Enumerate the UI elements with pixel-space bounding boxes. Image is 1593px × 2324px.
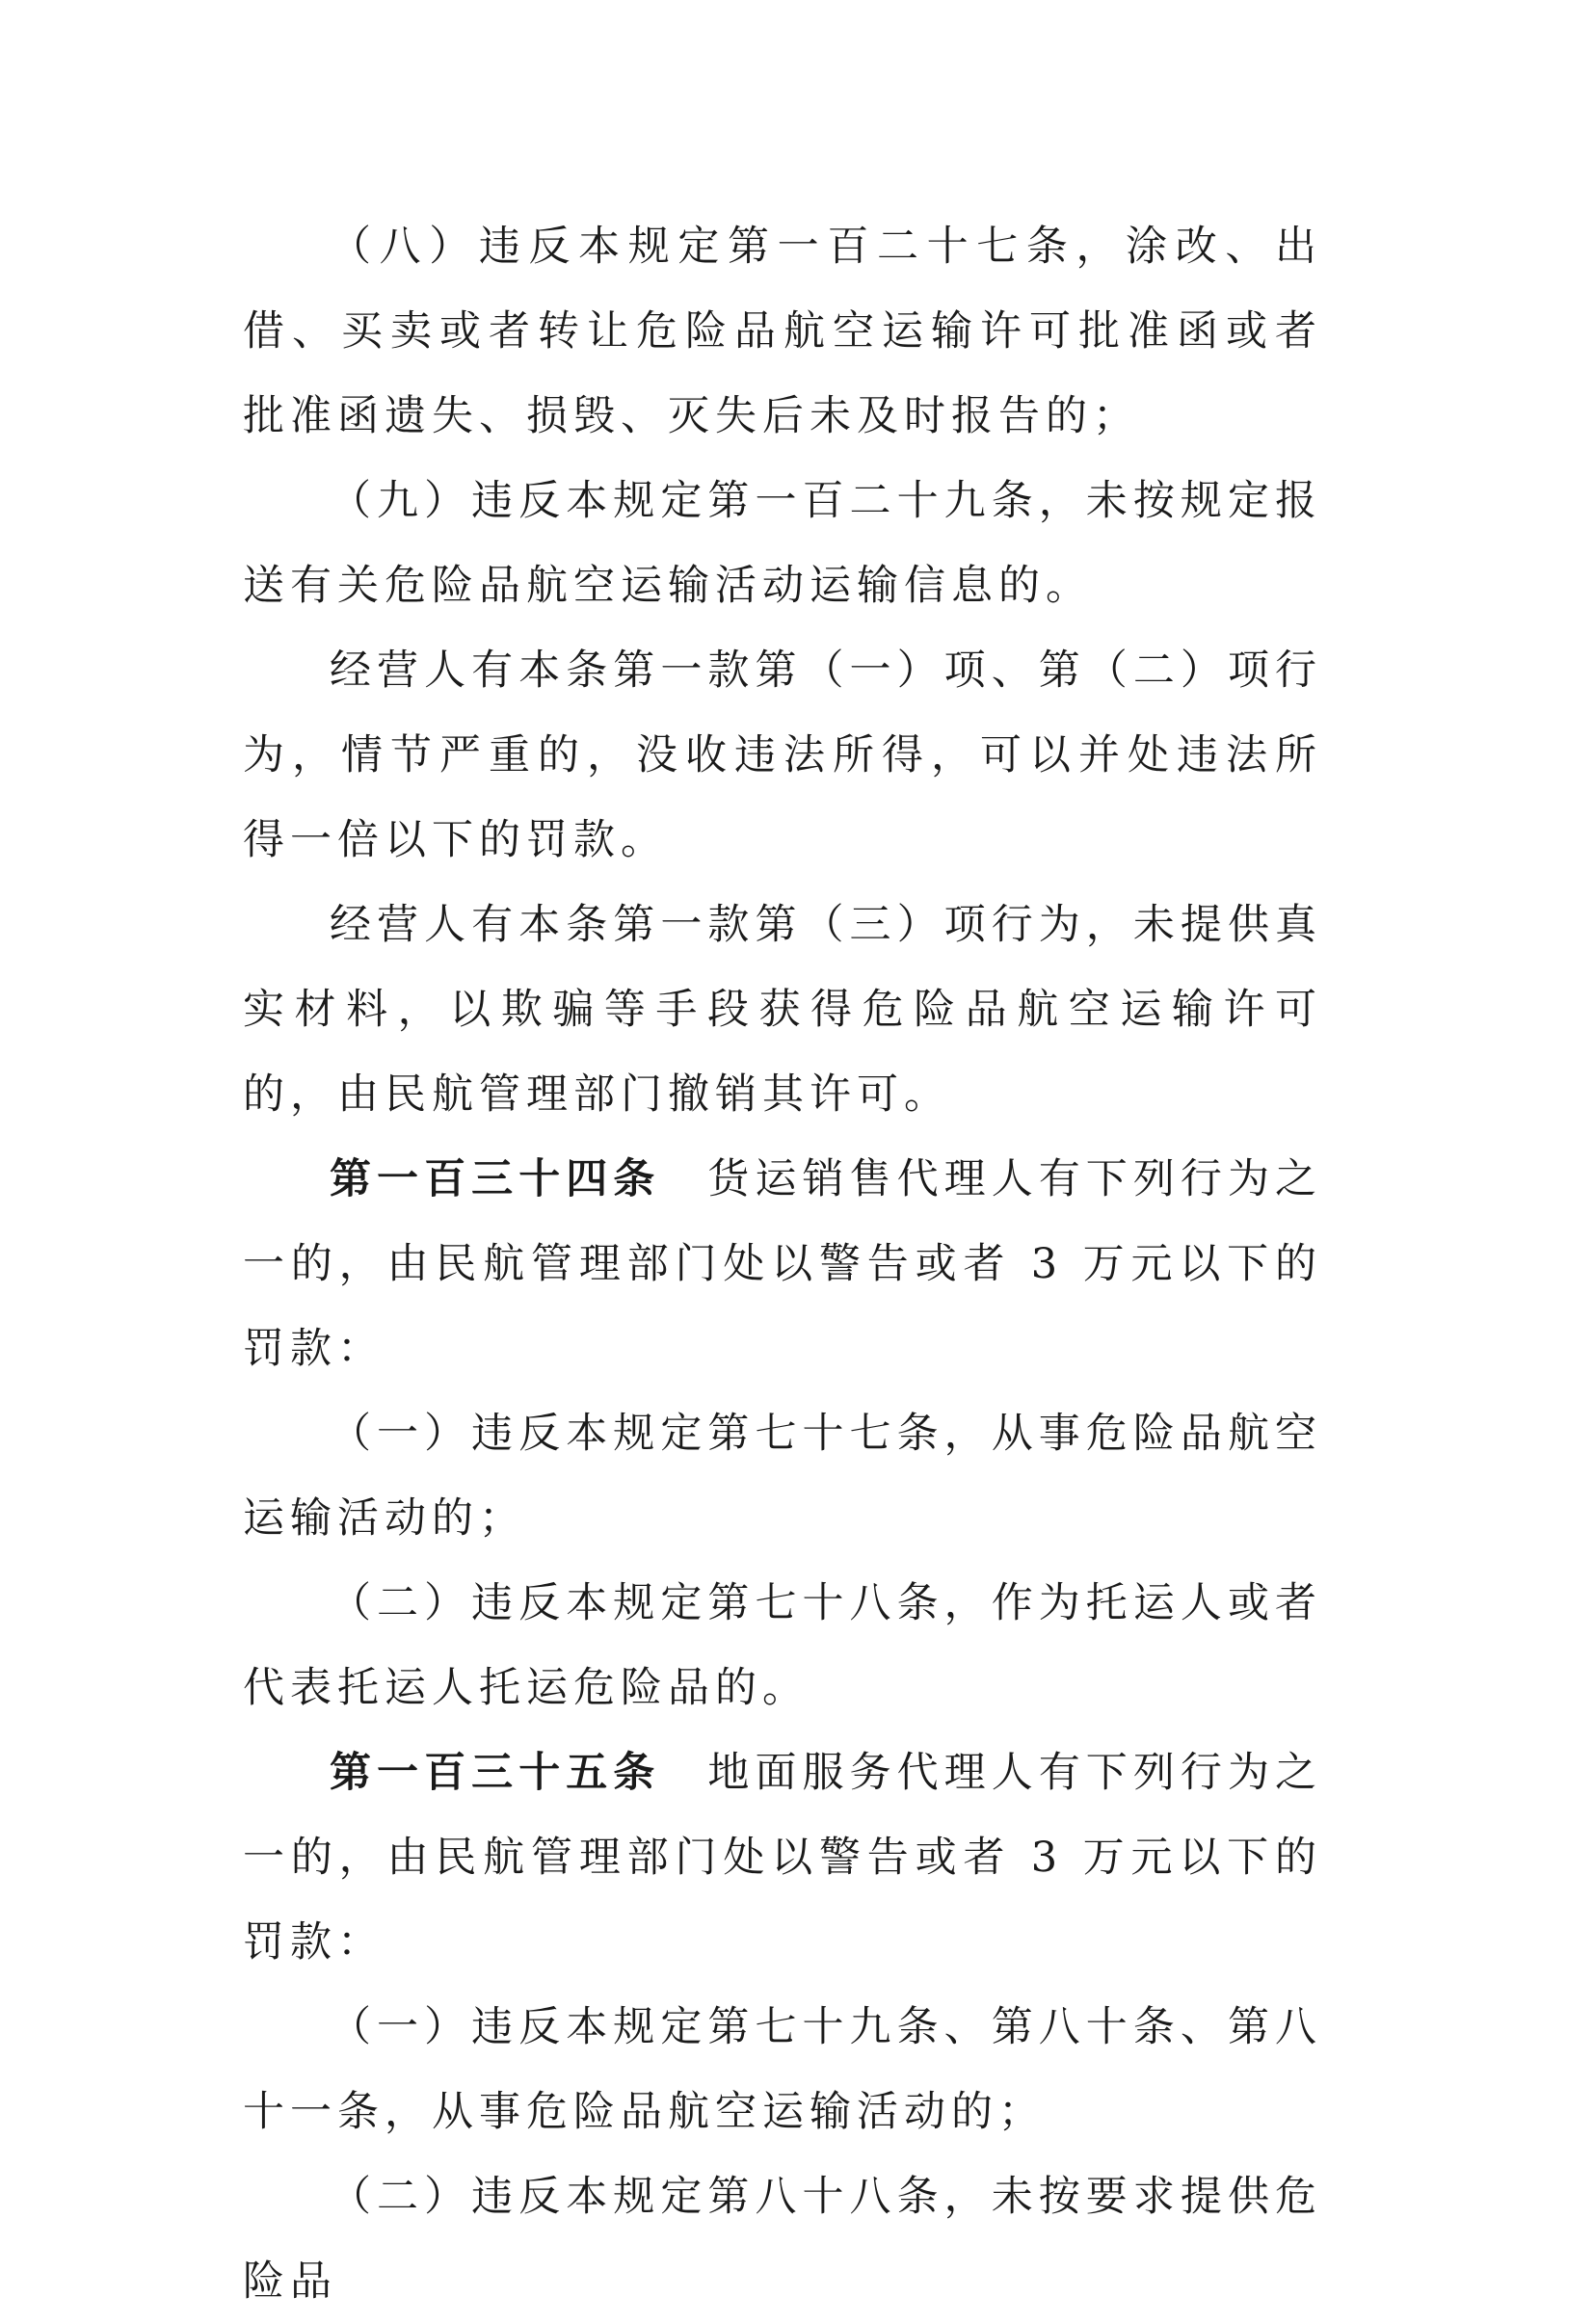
paragraph-text: 地面服务代理人有下列行为之一的，由民航管理部门处以警告或者 3 万元以下的罚款：: [243, 1749, 1323, 1967]
paragraph-item-9: [243, 459, 1322, 628]
article-heading: 第一百三十四条: [330, 1155, 661, 1203]
article-134-item-1: [243, 1391, 1322, 1561]
paragraph-text: 经营人有本条第一款第（三）项行为，未提供真实材料，以欺骗等手段获得危险品航空运输许可的，由民航管理部门撤销其许可。: [243, 901, 1322, 1119]
paragraph-text: （一）违反本规定第七十九条、第八十条、第八十一条，从事危险品航空运输活动的；: [243, 2003, 1322, 2136]
article-heading: 第一百三十五条: [330, 1749, 661, 1797]
paragraph-text: （二）违反本规定第七十八条，作为托运人或者代表托运人托运危险品的。: [243, 1579, 1322, 1712]
paragraph-text: 货运销售代理人有下列行为之一的，由民航管理部门处以警告或者 3 万元以下的罚款：: [243, 1155, 1323, 1373]
paragraph-operator-clause-1: [243, 628, 1322, 883]
regulation-text: [243, 204, 1322, 2324]
paragraph-operator-clause-3: [243, 883, 1322, 1137]
article-134-item-2: [243, 1561, 1322, 1730]
paragraph-text: 经营人有本条第一款第（一）项、第（二）项行为，情节严重的，没收违法所得，可以并处违法所得一倍以下的罚款。: [243, 647, 1322, 864]
article-135-item-2: [243, 2154, 1322, 2324]
article-135: [243, 1730, 1322, 1985]
article-134: [243, 1137, 1322, 1391]
paragraph-text: （八）违反本规定第一百二十七条，涂改、出借、买卖或者转让危险品航空运输许可批准函或者批准函遗失、损毁、灭失后未及时报告的；: [243, 223, 1322, 440]
paragraph-item-8: [243, 204, 1322, 459]
paragraph-text: （九）违反本规定第一百二十九条，未按规定报送有关危险品航空运输活动运输信息的。: [243, 477, 1322, 610]
article-135-item-1: [243, 1985, 1322, 2154]
paragraph-text: （二）违反本规定第八十八条，未按要求提供危险品: [243, 2173, 1322, 2306]
paragraph-text: （一）违反本规定第七十七条，从事危险品航空运输活动的；: [243, 1410, 1322, 1543]
